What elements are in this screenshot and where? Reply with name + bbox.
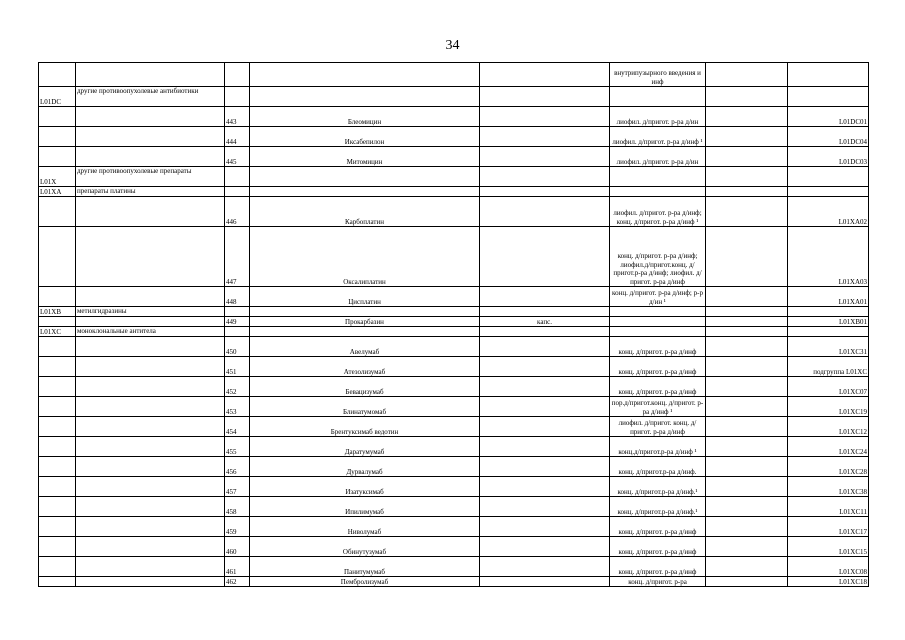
- note-cell: [706, 227, 788, 287]
- dosage-form-short: [480, 577, 610, 587]
- row-number: 460: [225, 537, 250, 557]
- table-row: [39, 337, 869, 357]
- table-row: [39, 497, 869, 517]
- table-row: [39, 517, 869, 537]
- dosage-form: конц. д/пригот.р-ра д/инф.: [610, 457, 706, 477]
- dosage-form: лиофил. д/пригот. р-ра д/инф; конц. д/пригот. р-ра д/инф ¹: [610, 197, 706, 227]
- group-name: метилгидразины: [76, 307, 225, 317]
- table-row: [39, 287, 869, 307]
- dosage-form: пор.д/пригот.конц. д/пригот. р-ра д/инф ¹: [610, 397, 706, 417]
- atc-code: L01XC15: [788, 537, 869, 557]
- dosage-form-short: [480, 107, 610, 127]
- drug-name: [250, 167, 480, 187]
- drug-name: Пембролизумаб: [250, 577, 480, 587]
- drug-name: Бевацизумаб: [250, 377, 480, 397]
- drug-name: Авелумаб: [250, 337, 480, 357]
- dosage-form: лиофил. д/пригот. конц. д/пригот. р-ра д/инф: [610, 417, 706, 437]
- row-number: [225, 63, 250, 87]
- note-cell: [706, 287, 788, 307]
- atc-code: L01XA01: [788, 287, 869, 307]
- dosage-form-short: [480, 63, 610, 87]
- atc-code: [788, 87, 869, 107]
- table-row: [39, 537, 869, 557]
- dosage-form-short: [480, 147, 610, 167]
- atc-code: [788, 63, 869, 87]
- note-cell: [706, 457, 788, 477]
- dosage-form-short: [480, 497, 610, 517]
- dosage-form-short: [480, 307, 610, 317]
- atc-group-code: L01XC: [39, 327, 76, 337]
- table-row: [39, 577, 869, 587]
- dosage-form-short: [480, 337, 610, 357]
- group-name: [76, 457, 225, 477]
- dosage-form: [610, 307, 706, 317]
- note-cell: [706, 397, 788, 417]
- dosage-form: конц. д/пригот. р-ра д/инф: [610, 517, 706, 537]
- note-cell: [706, 187, 788, 197]
- dosage-form: конц. д/пригот. р-ра д/инф: [610, 557, 706, 577]
- atc-group-code: [39, 147, 76, 167]
- dosage-form: лиофил. д/пригот. р-ра д/ин: [610, 107, 706, 127]
- row-number: 461: [225, 557, 250, 577]
- dosage-form-short: капс.: [480, 317, 610, 327]
- drug-name: [250, 327, 480, 337]
- row-number: [225, 87, 250, 107]
- row-number: 453: [225, 397, 250, 417]
- drug-name: Митомицин: [250, 147, 480, 167]
- atc-group-code: [39, 537, 76, 557]
- group-name: [76, 557, 225, 577]
- group-name: [76, 147, 225, 167]
- atc-code: L01XC24: [788, 437, 869, 457]
- note-cell: [706, 357, 788, 377]
- row-number: [225, 187, 250, 197]
- row-number: 455: [225, 437, 250, 457]
- table-row: [39, 197, 869, 227]
- group-name: [76, 377, 225, 397]
- dosage-form: конц. д/пригот. р-ра: [610, 577, 706, 587]
- drug-name: Атезолизумаб: [250, 357, 480, 377]
- atc-code: L01XC31: [788, 337, 869, 357]
- note-cell: [706, 497, 788, 517]
- table-row: [39, 327, 869, 337]
- row-number: 448: [225, 287, 250, 307]
- atc-code: L01XC08: [788, 557, 869, 577]
- note-cell: [706, 147, 788, 167]
- drug-name: Дурвалумаб: [250, 457, 480, 477]
- drug-name: Панитумумаб: [250, 557, 480, 577]
- atc-code: [788, 307, 869, 317]
- dosage-form: конц. д/пригот.р-ра д/инф.¹: [610, 497, 706, 517]
- table-row: [39, 127, 869, 147]
- row-number: 445: [225, 147, 250, 167]
- atc-code: [788, 167, 869, 187]
- dosage-form: конц. д/пригот. р-ра д/инф: [610, 377, 706, 397]
- row-number: 451: [225, 357, 250, 377]
- table-row: [39, 477, 869, 497]
- group-name: [76, 437, 225, 457]
- note-cell: [706, 87, 788, 107]
- table-row: [39, 357, 869, 377]
- atc-group-code: [39, 517, 76, 537]
- atc-code: L01XC18: [788, 577, 869, 587]
- note-cell: [706, 317, 788, 327]
- group-name: [76, 577, 225, 587]
- drug-name: Оксалиплатин: [250, 227, 480, 287]
- atc-code: подгруппа L01XC: [788, 357, 869, 377]
- table-row: [39, 417, 869, 437]
- group-name: препараты платины: [76, 187, 225, 197]
- table-row: [39, 147, 869, 167]
- dosage-form: конц.д/пригот.р-ра д/инф ¹: [610, 437, 706, 457]
- atc-group-code: [39, 287, 76, 307]
- atc-code: L01XC17: [788, 517, 869, 537]
- table-row: [39, 377, 869, 397]
- note-cell: [706, 417, 788, 437]
- atc-group-code: [39, 497, 76, 517]
- dosage-form: конц. д/пригот. р-ра д/инф: [610, 337, 706, 357]
- dosage-form-short: [480, 87, 610, 107]
- dosage-form: лиофил. д/пригот. р-ра д/ин: [610, 147, 706, 167]
- dosage-form-short: [480, 397, 610, 417]
- table-row: [39, 167, 869, 187]
- group-name: [76, 107, 225, 127]
- group-name: [76, 317, 225, 327]
- drug-name: [250, 187, 480, 197]
- dosage-form-short: [480, 187, 610, 197]
- drug-name: Изатуксимаб: [250, 477, 480, 497]
- dosage-form-short: [480, 537, 610, 557]
- dosage-form-short: [480, 457, 610, 477]
- table-row: [39, 107, 869, 127]
- dosage-form: [610, 327, 706, 337]
- atc-group-code: [39, 397, 76, 417]
- note-cell: [706, 437, 788, 457]
- atc-group-code: L01XA: [39, 187, 76, 197]
- row-number: 444: [225, 127, 250, 147]
- atc-group-code: [39, 107, 76, 127]
- note-cell: [706, 477, 788, 497]
- table-row: [39, 397, 869, 417]
- atc-group-code: [39, 377, 76, 397]
- atc-group-code: L01X: [39, 167, 76, 187]
- group-name: другие противоопухолевые антибиотики: [76, 87, 225, 107]
- atc-group-code: [39, 317, 76, 327]
- atc-group-code: [39, 197, 76, 227]
- atc-code: L01XC11: [788, 497, 869, 517]
- dosage-form: конц. д/пригот. р-ра д/инф; р-р д/ин ¹: [610, 287, 706, 307]
- atc-code: [788, 187, 869, 197]
- dosage-form: конц. д/пригот. р-ра д/инф: [610, 537, 706, 557]
- dosage-form-short: [480, 197, 610, 227]
- dosage-form-short: [480, 377, 610, 397]
- dosage-form-short: [480, 557, 610, 577]
- note-cell: [706, 377, 788, 397]
- note-cell: [706, 167, 788, 187]
- dosage-form: [610, 187, 706, 197]
- note-cell: [706, 557, 788, 577]
- atc-group-code: [39, 417, 76, 437]
- row-number: 446: [225, 197, 250, 227]
- atc-group-code: [39, 457, 76, 477]
- dosage-form-short: [480, 167, 610, 187]
- row-number: 447: [225, 227, 250, 287]
- note-cell: [706, 127, 788, 147]
- atc-group-code: [39, 577, 76, 587]
- note-cell: [706, 337, 788, 357]
- drug-name: Ниволумаб: [250, 517, 480, 537]
- note-cell: [706, 197, 788, 227]
- drug-name: [250, 63, 480, 87]
- dosage-form-short: [480, 517, 610, 537]
- atc-group-code: [39, 127, 76, 147]
- drug-name: [250, 87, 480, 107]
- atc-group-code: [39, 477, 76, 497]
- drug-name: Обинутузумаб: [250, 537, 480, 557]
- group-name: [76, 127, 225, 147]
- group-name: [76, 397, 225, 417]
- atc-code: L01XC28: [788, 457, 869, 477]
- dosage-form: [610, 87, 706, 107]
- dosage-form-short: [480, 327, 610, 337]
- note-cell: [706, 327, 788, 337]
- row-number: [225, 167, 250, 187]
- dosage-form: конц. д/пригот. р-ра д/инф; лиофил.д/пригот.конц. д/пригот.р-ра д/инф; лиофил. д/пригот. р-ра д/инф: [610, 227, 706, 287]
- atc-code: L01XC12: [788, 417, 869, 437]
- drug-list-table: [38, 62, 869, 587]
- atc-code: L01XC07: [788, 377, 869, 397]
- atc-group-code: [39, 557, 76, 577]
- atc-group-code: L01DC: [39, 87, 76, 107]
- row-number: 459: [225, 517, 250, 537]
- row-number: 458: [225, 497, 250, 517]
- group-name: [76, 477, 225, 497]
- atc-group-code: [39, 227, 76, 287]
- drug-name: Иксабепилон: [250, 127, 480, 147]
- row-number: 450: [225, 337, 250, 357]
- group-name: [76, 63, 225, 87]
- atc-code: L01DC03: [788, 147, 869, 167]
- group-name: [76, 287, 225, 307]
- drug-name: Прокарбазин: [250, 317, 480, 327]
- dosage-form-short: [480, 417, 610, 437]
- dosage-form: внутрипузырного введения и инф: [610, 63, 706, 87]
- atc-code: L01DC04: [788, 127, 869, 147]
- drug-name: Цисплатин: [250, 287, 480, 307]
- atc-group-code: [39, 337, 76, 357]
- drug-name: Ипилимумаб: [250, 497, 480, 517]
- row-number: 443: [225, 107, 250, 127]
- dosage-form: [610, 167, 706, 187]
- dosage-form-short: [480, 127, 610, 147]
- note-cell: [706, 537, 788, 557]
- atc-group-code: [39, 357, 76, 377]
- atc-code: L01XA02: [788, 197, 869, 227]
- group-name: моноклональные антитела: [76, 327, 225, 337]
- dosage-form: конц. д/пригот.р-ра д/инф.¹: [610, 477, 706, 497]
- row-number: 462: [225, 577, 250, 587]
- drug-name: [250, 307, 480, 317]
- drug-name: Даратумумаб: [250, 437, 480, 457]
- drug-name: Брентуксимаб ведотин: [250, 417, 480, 437]
- dosage-form-short: [480, 437, 610, 457]
- atc-group-code: [39, 437, 76, 457]
- atc-code: L01XA03: [788, 227, 869, 287]
- row-number: [225, 327, 250, 337]
- drug-name: Блинатумомаб: [250, 397, 480, 417]
- atc-code: L01XB01: [788, 317, 869, 327]
- dosage-form-short: [480, 227, 610, 287]
- dosage-form-short: [480, 477, 610, 497]
- table-body: [39, 63, 869, 587]
- table-row: [39, 87, 869, 107]
- row-number: 454: [225, 417, 250, 437]
- table-row: [39, 557, 869, 577]
- table-row: [39, 307, 869, 317]
- group-name: [76, 227, 225, 287]
- table-row: [39, 63, 869, 87]
- note-cell: [706, 107, 788, 127]
- atc-group-code: L01XB: [39, 307, 76, 317]
- row-number: 452: [225, 377, 250, 397]
- group-name: [76, 337, 225, 357]
- group-name: [76, 497, 225, 517]
- group-name: другие противоопухолевые препараты: [76, 167, 225, 187]
- dosage-form: лиофил. д/пригот. р-ра д/инф ¹: [610, 127, 706, 147]
- dosage-form-short: [480, 287, 610, 307]
- atc-code: L01XC19: [788, 397, 869, 417]
- row-number: 457: [225, 477, 250, 497]
- table-row: [39, 317, 869, 327]
- row-number: 456: [225, 457, 250, 477]
- atc-code: L01XC38: [788, 477, 869, 497]
- group-name: [76, 537, 225, 557]
- table-row: [39, 457, 869, 477]
- group-name: [76, 357, 225, 377]
- atc-code: L01DC01: [788, 107, 869, 127]
- atc-group-code: [39, 63, 76, 87]
- note-cell: [706, 577, 788, 587]
- row-number: [225, 307, 250, 317]
- note-cell: [706, 307, 788, 317]
- group-name: [76, 197, 225, 227]
- note-cell: [706, 517, 788, 537]
- table-row: [39, 227, 869, 287]
- group-name: [76, 417, 225, 437]
- table-row: [39, 187, 869, 197]
- dosage-form: конц. д/пригот. р-ра д/инф: [610, 357, 706, 377]
- table-row: [39, 437, 869, 457]
- drug-name: Карбоплатин: [250, 197, 480, 227]
- atc-code: [788, 327, 869, 337]
- page-number: 34: [445, 38, 460, 53]
- dosage-form: [610, 317, 706, 327]
- group-name: [76, 517, 225, 537]
- dosage-form-short: [480, 357, 610, 377]
- row-number: 449: [225, 317, 250, 327]
- note-cell: [706, 63, 788, 87]
- drug-name: Блеомицин: [250, 107, 480, 127]
